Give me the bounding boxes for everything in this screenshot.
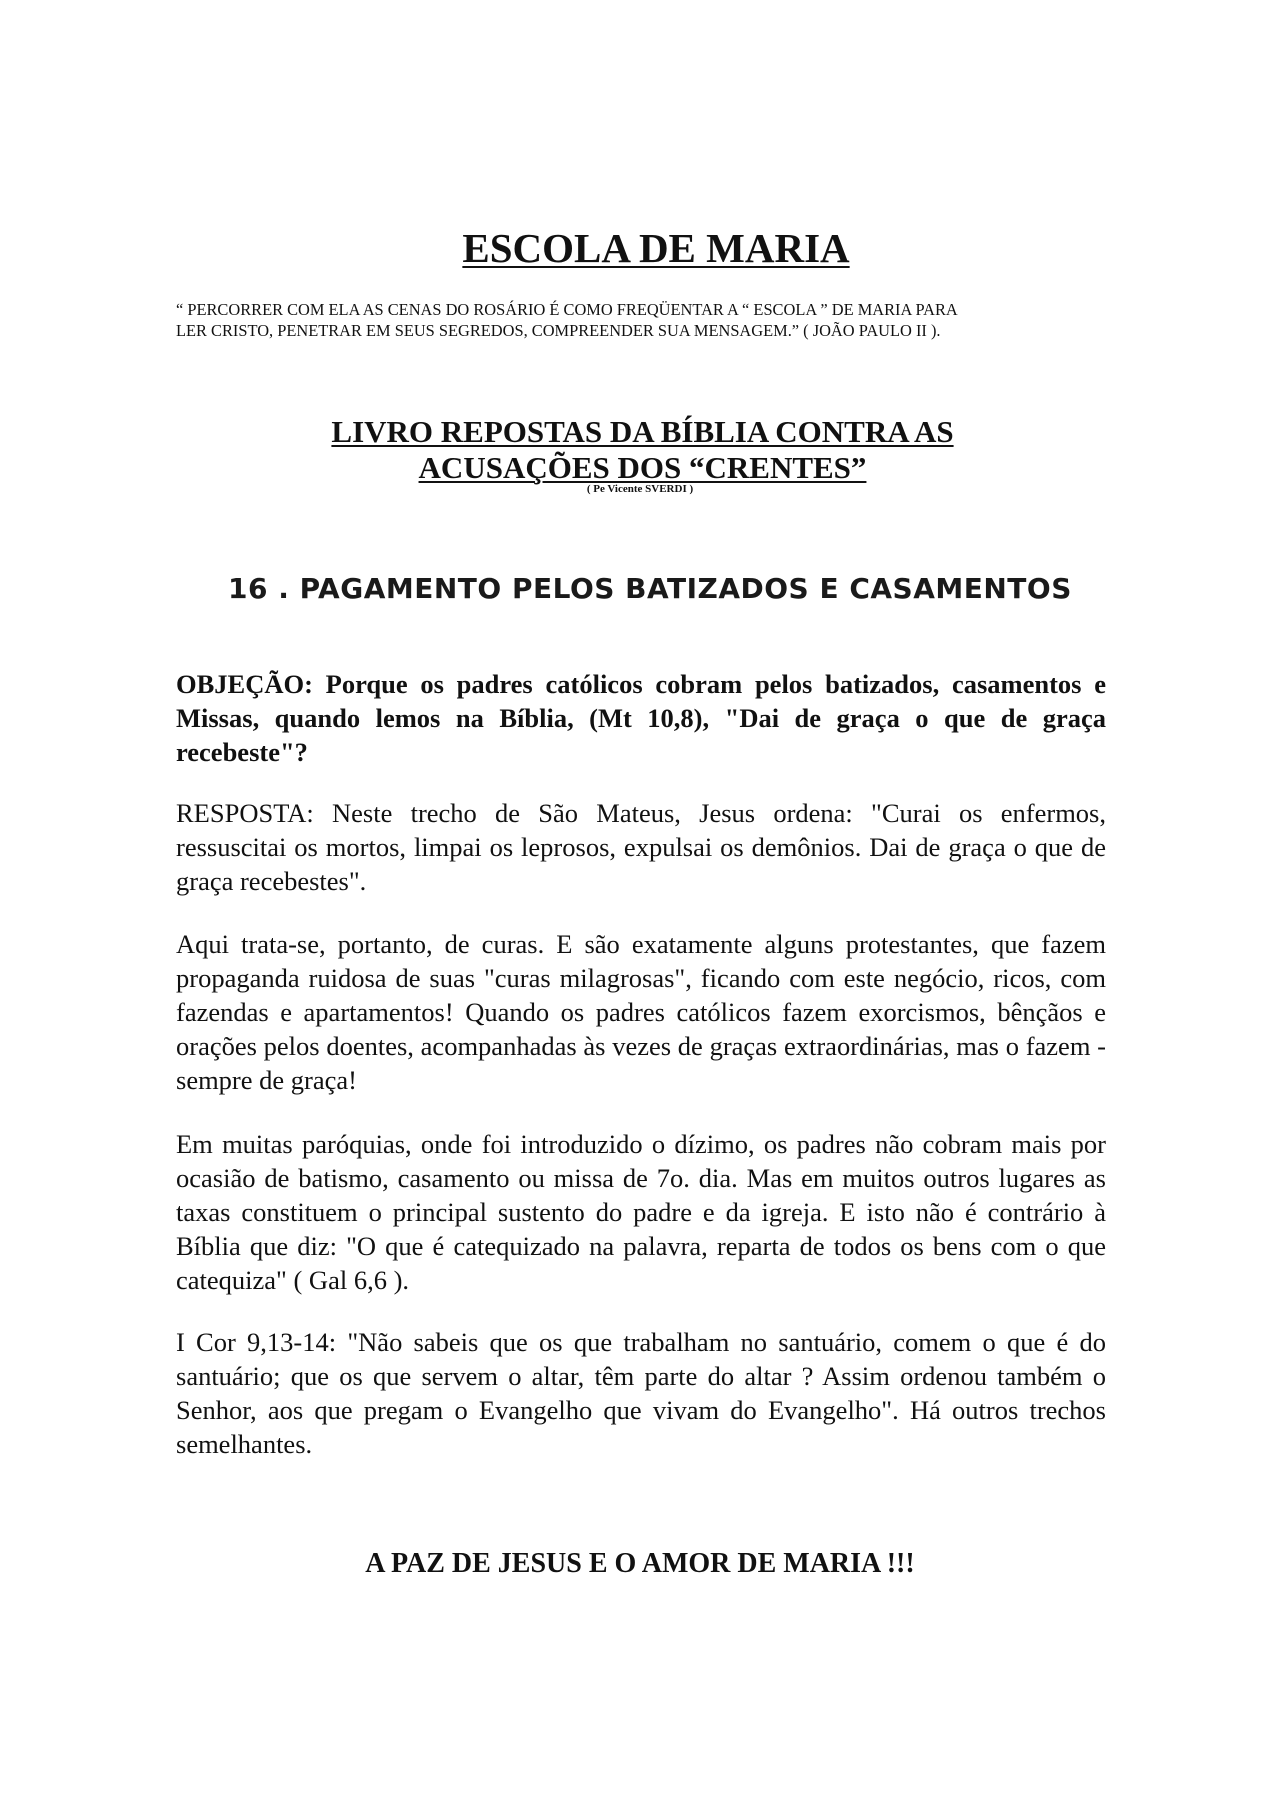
- book-author: ( Pe Vicente SVERDI ): [586, 483, 694, 495]
- answer-paragraph: RESPOSTA: Neste trecho de São Mateus, Jesus ordena: "Curai os enfermos, ressuscitai os mortos, limpai os leprosos, expulsai os demônios. Dai de graça o que de graça recebestes".: [176, 798, 1106, 896]
- chapter-heading: 16 . PAGAMENTO PELOS BATIZADOS E CASAMENTOS: [228, 572, 1072, 605]
- closing-line: A PAZ DE JESUS E O AMOR DE MARIA !!!: [365, 1548, 915, 1579]
- epigraph-quote: [176, 299, 1116, 341]
- objection-paragraph: OBJEÇÃO: Porque os padres católicos cobram pelos batizados, casamentos e Missas, quando lemos na Bíblia, (Mt 10,8), "Dai de graça o que de graça recebeste"?: [176, 669, 1106, 767]
- book-title: [0, 414, 1280, 486]
- epigraph-line-1: “ PERCORRER COM ELA AS CENAS DO ROSÁRIO É COMO FREQÜENTAR A “ ESCOLA ” DE MARIA PARA: [176, 300, 958, 319]
- page-title: ESCOLA DE MARIA: [462, 225, 850, 271]
- body-paragraph-3: Em muitas paróquias, onde foi introduzido o dízimo, os padres não cobram mais por ocasião de batismo, casamento ou missa de 7o. dia. Mas em muitos outros lugares as taxas constituem o principal sustento do padre e da igreja. E isto não é contrário à Bíblia que diz: "O que é catequizado na palavra, reparta de todos os bens com o que catequiza" ( Gal 6,6 ).: [176, 1129, 1106, 1295]
- epigraph-line-2: LER CRISTO, PENETRAR EM SEUS SEGREDOS, COMPREENDER SUA MENSAGEM.” ( JOÃO PAULO II ).: [176, 321, 941, 340]
- body-paragraph-4: I Cor 9,13-14: "Não sabeis que os que trabalham no santuário, comem o que é do santuário; que os que servem o altar, têm parte do altar ? Assim ordenou também o Senhor, aos que pregam o Evangelho que vivam do Evangelho". Há outros trechos semelhantes.: [176, 1327, 1106, 1459]
- book-title-line-1: LIVRO REPOSTAS DA BÍBLIA CONTRA AS: [331, 414, 954, 449]
- body-paragraph-2: Aqui trata-se, portanto, de curas. E são exatamente alguns protestantes, que fazem propaganda ruidosa de suas "curas milagrosas", ficando com este negócio, ricos, com fazendas e apartamentos! Quando os padres católicos fazem exorcismos, bênçãos e orações pelos doentes, acompanhadas às vezes de graças extraordinárias, mas o fazem - sempre de graça!: [176, 929, 1106, 1095]
- book-title-line-2: ACUSAÇÕES DOS “CRENTES”: [418, 450, 867, 485]
